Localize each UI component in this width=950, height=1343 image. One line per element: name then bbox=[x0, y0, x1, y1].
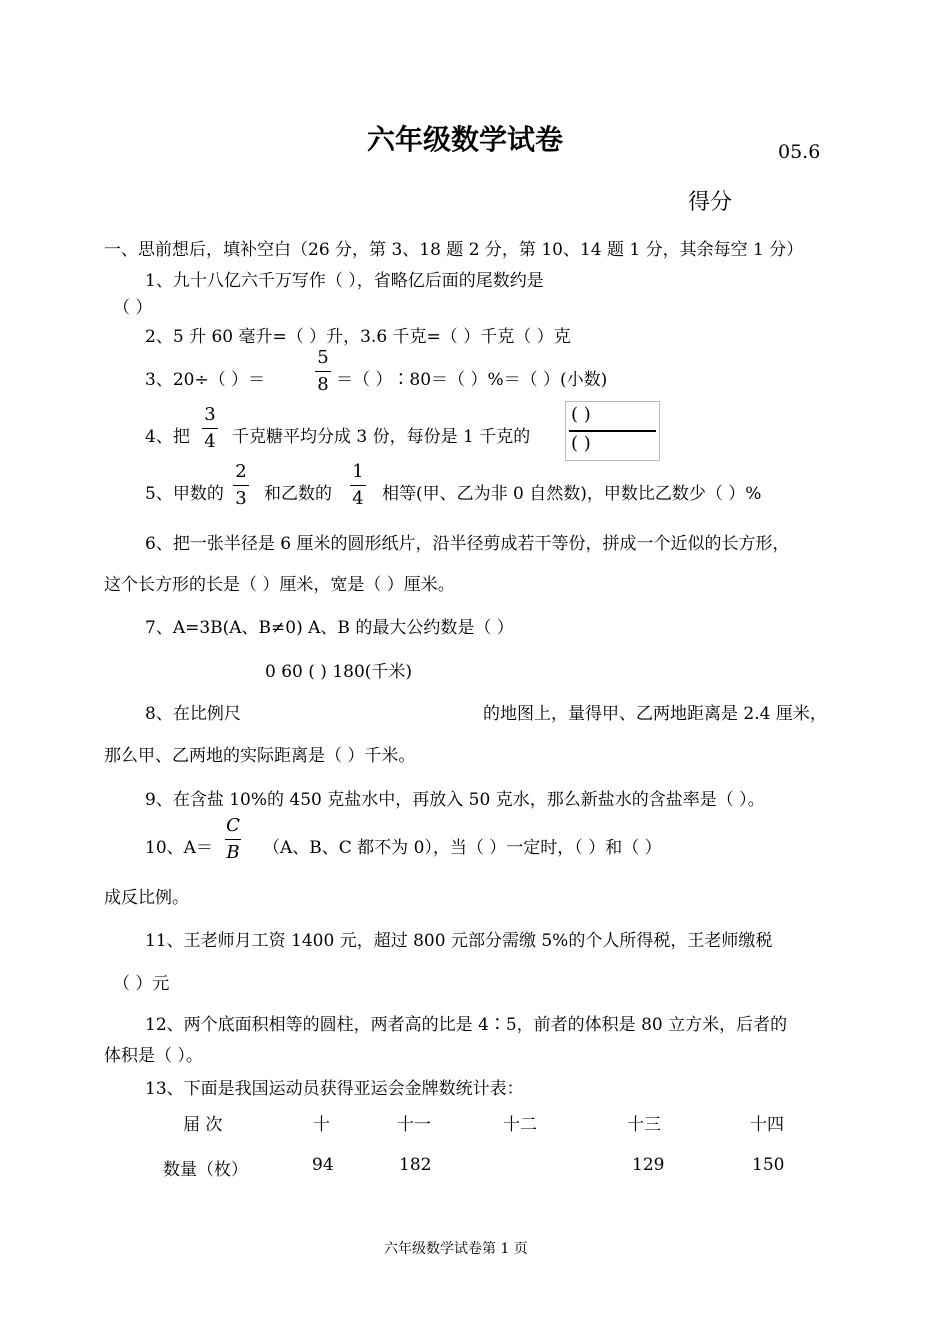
question-13: 13、下面是我国运动员获得亚运会金牌数统计表： bbox=[145, 1079, 524, 1099]
fraction-denominator: 8 bbox=[317, 374, 329, 395]
question-5-after: 相等(甲、乙为非 0 自然数)，甲数比乙数少（ ）% bbox=[382, 484, 762, 504]
question-10-before: 10、A＝ bbox=[145, 838, 213, 858]
fraction-denominator: B bbox=[226, 842, 240, 863]
fraction-denominator: 3 bbox=[235, 488, 247, 509]
score-label: 得分 bbox=[688, 190, 733, 215]
table-cell: 十 bbox=[313, 1115, 330, 1135]
answer-box-numerator: ( ) bbox=[571, 404, 591, 425]
question-5-fraction-1 bbox=[231, 459, 251, 512]
fraction-numerator: 2 bbox=[235, 461, 247, 482]
question-10-fraction bbox=[223, 813, 243, 866]
fraction-numerator: 5 bbox=[317, 347, 329, 368]
question-3-before: 3、20÷（ ）＝ bbox=[145, 370, 266, 390]
question-2: 2、5 升 60 毫升=（ ）升，3.6 千克=（ ）千克（ ）克 bbox=[145, 327, 571, 347]
question-3-fraction bbox=[313, 345, 333, 398]
question-5-mid: 和乙数的 bbox=[264, 484, 332, 504]
question-12-line1: 12、两个底面积相等的圆柱，两者高的比是 4∶5，前者的体积是 80 立方米，后者的 bbox=[145, 1015, 788, 1035]
question-12-line2: 体积是（ ）。 bbox=[104, 1046, 203, 1066]
table-cell: 129 bbox=[632, 1155, 665, 1175]
question-4-fraction bbox=[200, 402, 220, 455]
answer-fraction-box[interactable] bbox=[565, 401, 660, 461]
fraction-bar bbox=[569, 430, 656, 432]
question-4-after: 千克糖平均分成 3 份，每份是 1 千克的 bbox=[232, 427, 531, 447]
section-heading: 一、思前想后，填补空白（26 分，第 3、18 题 2 分，第 10、14 题 1 分，其余每空 1 分） bbox=[104, 240, 804, 260]
question-4-before: 4、把 bbox=[145, 427, 190, 447]
question-7: 7、A=3B(A、B≠0) A、B 的最大公约数是（ ） bbox=[145, 618, 514, 638]
question-10-after: （A、B、C 都不为 0），当（ ）一定时，（ ）和（ ） bbox=[263, 838, 662, 858]
exam-date: 05.6 bbox=[778, 141, 821, 163]
question-10-line2: 成反比例。 bbox=[104, 888, 189, 908]
table-cell: 十一 bbox=[397, 1115, 431, 1135]
table-cell: 数量（枚） bbox=[163, 1160, 248, 1180]
fraction-denominator: 4 bbox=[352, 488, 364, 509]
question-8-line1b: 的地图上，量得甲、乙两地距离是 2.4 厘米， bbox=[483, 704, 827, 724]
question-3-after: ＝（ ）∶80＝（ ）%＝（ ）(小数) bbox=[336, 370, 608, 390]
table-cell: 182 bbox=[399, 1155, 432, 1175]
table-cell: 94 bbox=[312, 1155, 334, 1175]
question-9: 9、在含盐 10%的 450 克盐水中，再放入 50 克水，那么新盐水的含盐率是（ ）。 bbox=[145, 790, 765, 810]
question-1-line1: 1、九十八亿六千万写作（ ），省略亿后面的尾数约是 bbox=[145, 271, 544, 291]
table-cell: 十三 bbox=[627, 1115, 661, 1135]
table-cell: 150 bbox=[752, 1155, 785, 1175]
question-11-line2: （ ）元 bbox=[113, 974, 170, 994]
table-cell: 十四 bbox=[750, 1115, 784, 1135]
fraction-numerator: C bbox=[226, 815, 240, 836]
fraction-numerator: 1 bbox=[352, 461, 364, 482]
page-title: 六年级数学试卷 bbox=[367, 123, 564, 156]
question-8-line1a: 8、在比例尺 bbox=[145, 704, 241, 724]
table-cell: 十二 bbox=[503, 1115, 537, 1135]
question-6-line1: 6、把一张半径是 6 厘米的圆形纸片，沿半径剪成若干等份，拼成一个近似的长方形， bbox=[145, 534, 790, 554]
question-8-line2: 那么甲、乙两地的实际距离是（ ）千米。 bbox=[104, 746, 416, 766]
page-footer: 六年级数学试卷第 1 页 bbox=[384, 1241, 528, 1257]
table-cell: 届 次 bbox=[183, 1115, 223, 1135]
question-5-fraction-2 bbox=[348, 459, 368, 512]
map-scale: 0 60 ( ) 180(千米) bbox=[265, 662, 413, 682]
fraction-denominator: 4 bbox=[204, 431, 216, 452]
answer-box-denominator: ( ) bbox=[571, 433, 591, 454]
question-1-line2: （ ） bbox=[113, 298, 153, 318]
question-6-line2: 这个长方形的长是（ ）厘米，宽是（ ）厘米。 bbox=[104, 575, 455, 595]
fraction-numerator: 3 bbox=[204, 404, 216, 425]
question-5-before: 5、甲数的 bbox=[145, 484, 224, 504]
question-11-line1: 11、王老师月工资 1400 元，超过 800 元部分需缴 5%的个人所得税，王老师缴税 bbox=[145, 931, 773, 951]
